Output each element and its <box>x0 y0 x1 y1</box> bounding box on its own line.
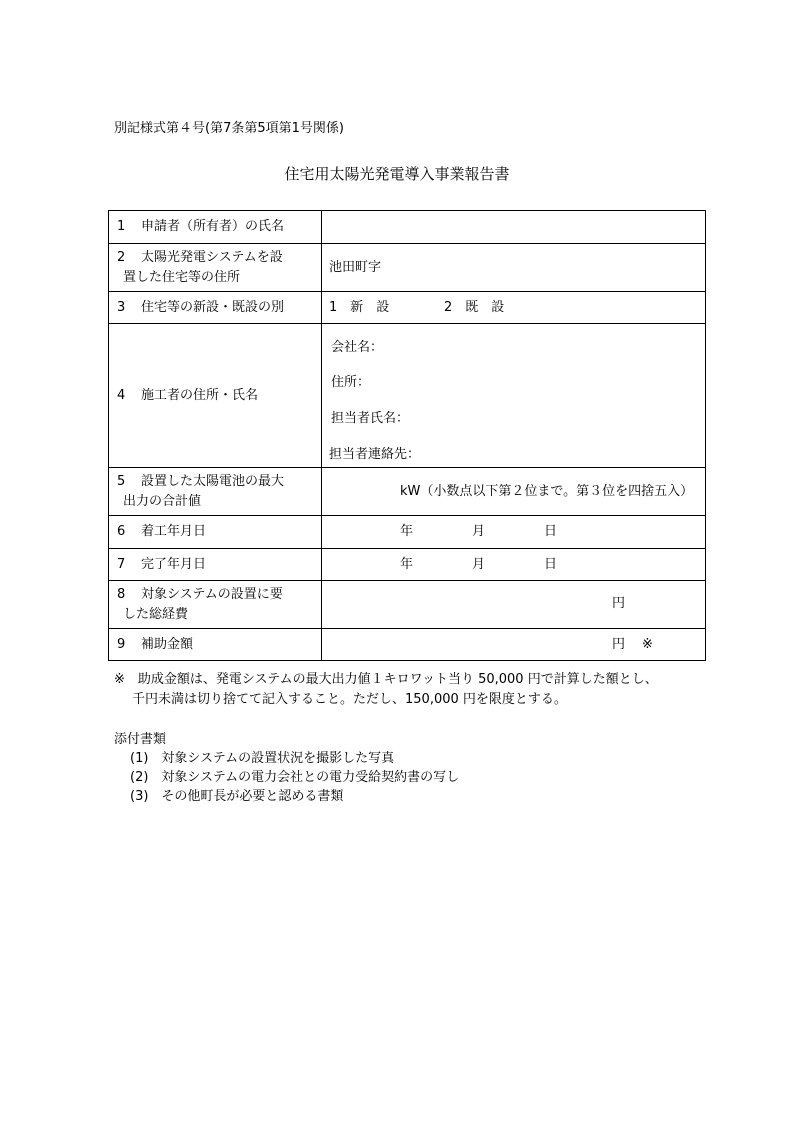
completion-date-label: 7 完了年月日 <box>109 549 322 581</box>
table-row <box>109 516 706 549</box>
year-label: 年 <box>400 524 414 539</box>
table-row <box>109 468 706 516</box>
max-output-field[interactable] <box>322 468 706 516</box>
table-row <box>109 244 706 292</box>
start-date-label: 6 着工年月日 <box>109 516 322 549</box>
person-contact-label: 担当者連絡先： <box>329 447 421 462</box>
person-name-label: 担当者氏名： <box>331 411 410 426</box>
start-date-field[interactable] <box>322 516 706 549</box>
attachment-item: (3) その他町長が必要と認める書類 <box>130 789 344 804</box>
option-existing[interactable]: 2 既 設 <box>444 299 505 315</box>
month-label: 月 <box>472 524 486 539</box>
day-label: 日 <box>544 524 558 539</box>
yen-unit: 円 <box>612 637 626 652</box>
report-form-table <box>108 210 706 661</box>
total-cost-field[interactable] <box>322 581 706 629</box>
yen-unit: 円 <box>612 596 626 611</box>
applicant-name-field[interactable] <box>322 211 706 244</box>
new-existing-field[interactable] <box>322 292 706 324</box>
contractor-label: 4 施工者の住所・氏名 <box>109 324 322 468</box>
note-mark: ※ <box>642 637 653 652</box>
attachment-item: (1) 対象システムの設置状況を撮影した写真 <box>130 751 395 766</box>
company-name-label: 会社名： <box>331 340 384 355</box>
attachment-item: (2) 対象システムの電力会社との電力受給契約書の写し <box>130 770 460 785</box>
subsidy-amount-label: 9 補助金額 <box>109 629 322 661</box>
install-address-field[interactable]: 池田町字 <box>322 244 706 292</box>
subsidy-note: ※ 助成金額は、発電システムの最大出力値１キロワット当り 50,000 円で計算した額とし、 千円未満は切り捨てて記入すること。ただし、150,000 円を限度とする。 <box>114 672 658 707</box>
contractor-field[interactable] <box>322 324 706 468</box>
table-row <box>109 324 706 468</box>
kw-unit-note: kW（小数点以下第２位まで。第３位を四捨五入） <box>400 484 694 499</box>
total-cost-label: 8 対象システムの設置に要 した総経費 <box>109 581 322 629</box>
table-row <box>109 211 706 244</box>
table-row <box>109 292 706 324</box>
day-label: 日 <box>544 557 558 572</box>
table-row <box>109 549 706 581</box>
attachments-title: 添付書類 <box>114 732 167 747</box>
applicant-name-label: 1 申請者（所有者）の氏名 <box>109 211 322 244</box>
option-new[interactable]: 1 新 設 <box>329 299 390 315</box>
install-address-label: 2 太陽光発電システムを設 置した住宅等の住所 <box>109 244 322 292</box>
form-reference: 別記様式第４号(第7条第5項第1号関係) <box>114 121 344 136</box>
year-label: 年 <box>400 557 414 572</box>
new-existing-label: 3 住宅等の新設・既設の別 <box>109 292 322 324</box>
contractor-address-label: 住所： <box>331 375 371 390</box>
completion-date-field[interactable] <box>322 549 706 581</box>
max-output-label: 5 設置した太陽電池の最大 出力の合計値 <box>109 468 322 516</box>
table-row <box>109 629 706 661</box>
table-row <box>109 581 706 629</box>
month-label: 月 <box>472 557 486 572</box>
subsidy-amount-field[interactable] <box>322 629 706 661</box>
document-title: 住宅用太陽光発電導入事業報告書 <box>284 165 510 183</box>
